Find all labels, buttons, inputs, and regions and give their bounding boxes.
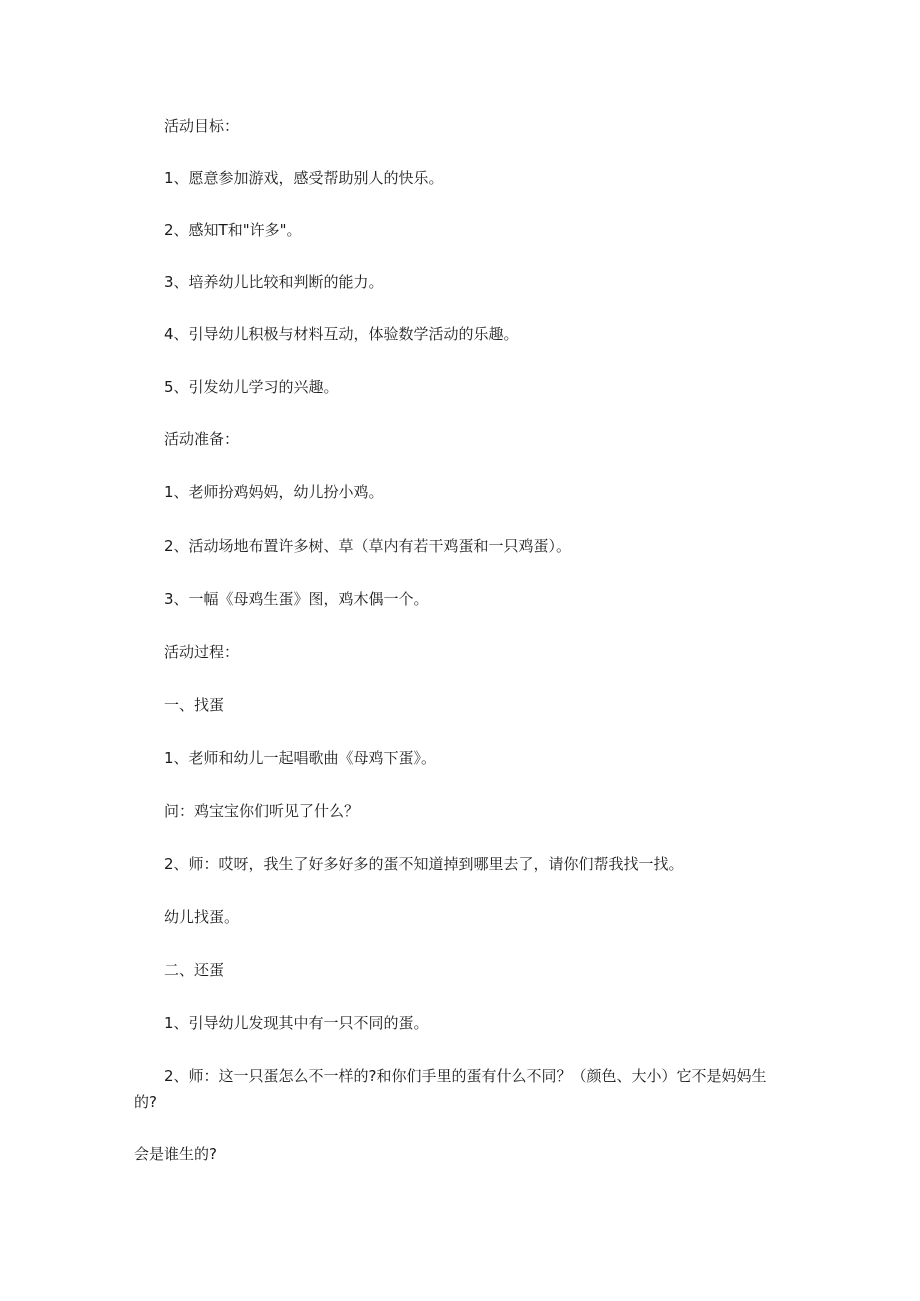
process-item-2: 2、师：哎呀，我生了好多好多的蛋不知道掉到哪里去了，请你们帮我找一找。 bbox=[164, 855, 684, 873]
heading-activity-goals: 活动目标： bbox=[164, 117, 240, 135]
heading-activity-process: 活动过程： bbox=[164, 643, 240, 661]
return-item-2: 2、师：这一只蛋怎么不一样的?和你们手里的蛋有什么不同？（颜色、大小）它不是妈妈生 bbox=[164, 1067, 767, 1085]
question-line: 问：鸡宝宝你们听见了什么？ bbox=[164, 802, 360, 820]
preparation-item-3: 3、一幅《母鸡生蛋》图，鸡木偶一个。 bbox=[164, 590, 429, 608]
preparation-item-2: 2、活动场地布置许多树、草（草内有若干鸡蛋和一只鸡蛋）。 bbox=[164, 537, 572, 555]
who-laid-it-line: 会是谁生的? bbox=[134, 1145, 217, 1163]
goal-item-4: 4、引导幼儿积极与材料互动，体验数学活动的乐趣。 bbox=[164, 325, 519, 343]
heading-activity-preparation: 活动准备： bbox=[164, 430, 240, 448]
return-item-2-continued: 的? bbox=[134, 1093, 157, 1111]
section-find-eggs: 一、找蛋 bbox=[164, 696, 225, 714]
return-item-1: 1、引导幼儿发现其中有一只不同的蛋。 bbox=[164, 1014, 429, 1032]
goal-item-5: 5、引发幼儿学习的兴趣。 bbox=[164, 378, 339, 396]
preparation-item-1: 1、老师扮鸡妈妈，幼儿扮小鸡。 bbox=[164, 483, 384, 501]
process-item-1: 1、老师和幼儿一起唱歌曲《母鸡下蛋》。 bbox=[164, 749, 437, 767]
goal-item-2: 2、感知T和"许多"。 bbox=[164, 221, 302, 239]
children-find-eggs: 幼儿找蛋。 bbox=[164, 908, 240, 926]
section-return-eggs: 二、还蛋 bbox=[164, 961, 225, 979]
goal-item-3: 3、培养幼儿比较和判断的能力。 bbox=[164, 273, 384, 291]
goal-item-1: 1、愿意参加游戏，感受帮助别人的快乐。 bbox=[164, 169, 444, 187]
